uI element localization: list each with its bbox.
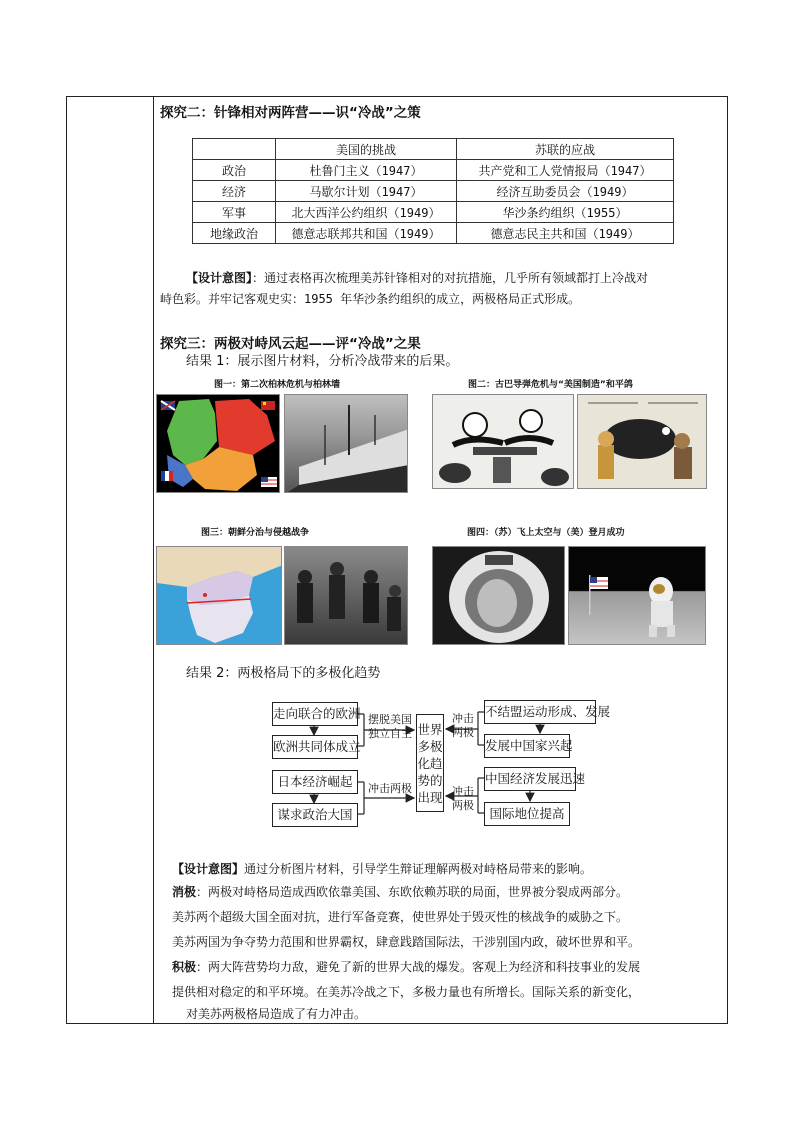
negative-2: 美苏两个超级大国全面对抗，进行军备竞赛，使世界处于毁灭性的核战争的威胁之下。 (172, 910, 629, 924)
table-row: 地缘政治 德意志联邦共和国（1949） 德意志民主共和国（1949） (193, 223, 674, 244)
fig2-caption: 图二：古巴导弹危机与“美国制造”和平鸽 (468, 380, 633, 390)
positive-1: 积极：两大阵营势均力敌，避免了新的世界大战的爆发。客观上为经济和科技事业的发展 (172, 960, 641, 974)
section2-title: 探究二：针锋相对两阵营——识“冷战”之策 (160, 105, 421, 121)
table-row: 经济 马歇尔计划（1947） 经济互助委员会（1949） (193, 181, 674, 202)
table-row: 政治 杜鲁门主义（1947） 共产党和工人党情报局（1947） (193, 160, 674, 181)
right-top-label: 冲击 两极 (452, 712, 474, 739)
fig1-caption: 图一：第二次柏林危机与柏林墙 (214, 380, 341, 390)
left-bottom-label: 冲击两极 (368, 782, 412, 795)
negative-1: 消极：两极对峙格局造成西欧依靠美国、东欧依赖苏联的局面，世界被分裂成两部分。 (172, 885, 629, 899)
positive-3: 对美苏两极格局造成了有力冲击。 (186, 1007, 367, 1021)
left-box-japan: 日本经济崛起 (272, 770, 358, 794)
table-row: 美国的挑战 苏联的应战 (193, 139, 674, 160)
positive-2: 提供相对稳定的和平环境。在美苏冷战之下，多极力量也有所增长。国际关系的新变化， (172, 985, 641, 999)
table-row: 军事 北大西洋公约组织（1949） 华沙条约组织（1955） (193, 202, 674, 223)
right-box-nam: 不结盟运动形成、发展 (484, 700, 596, 724)
left-box-ec: 欧洲共同体成立 (272, 735, 358, 759)
section3-title: 探究三：两极对峙风云起——评“冷战”之果 (160, 336, 421, 352)
right-bottom-label: 冲击 两极 (452, 785, 474, 812)
fig4-caption: 图四：（苏）飞上太空与（美）登月成功 (467, 528, 625, 538)
design-intent-1: 【设计意图】：通过表格再次梳理美苏针锋相对的对抗措施，几乎所有领域都打上冷战对 (186, 271, 649, 285)
center-box-multipolar: 世界 多极 化趋 势的 出现 (416, 714, 444, 812)
right-box-china-economy: 中国经济发展迅速 (484, 767, 576, 791)
right-box-status: 国际地位提高 (484, 802, 570, 826)
left-top-label: 摆脱美国 独立自主 (368, 713, 412, 740)
result2-text: 结果 2：两极格局下的多极化趋势 (186, 666, 381, 681)
analysis-intro: 【设计意图】通过分析图片材料，引导学生辩证理解两极对峙格局带来的影响。 (172, 862, 593, 876)
negative-3: 美苏两国为争夺势力范围和世界霸权，肆意践踏国际法，干涉别国内政，破坏世界和平。 (172, 935, 641, 949)
right-box-developing: 发展中国家兴起 (484, 734, 570, 758)
fig3-caption: 图三：朝鲜分治与侵越战争 (201, 528, 310, 538)
design-intent-2: 峙色彩。并牢记客观史实：1955 年华沙条约组织的成立，两极格局正式形成。 (160, 292, 581, 306)
result1-text: 结果 1：展示图片材料，分析冷战带来的后果。 (186, 354, 459, 369)
left-box-europe-union: 走向联合的欧洲 (272, 702, 358, 726)
left-box-political-power: 谋求政治大国 (272, 803, 358, 827)
